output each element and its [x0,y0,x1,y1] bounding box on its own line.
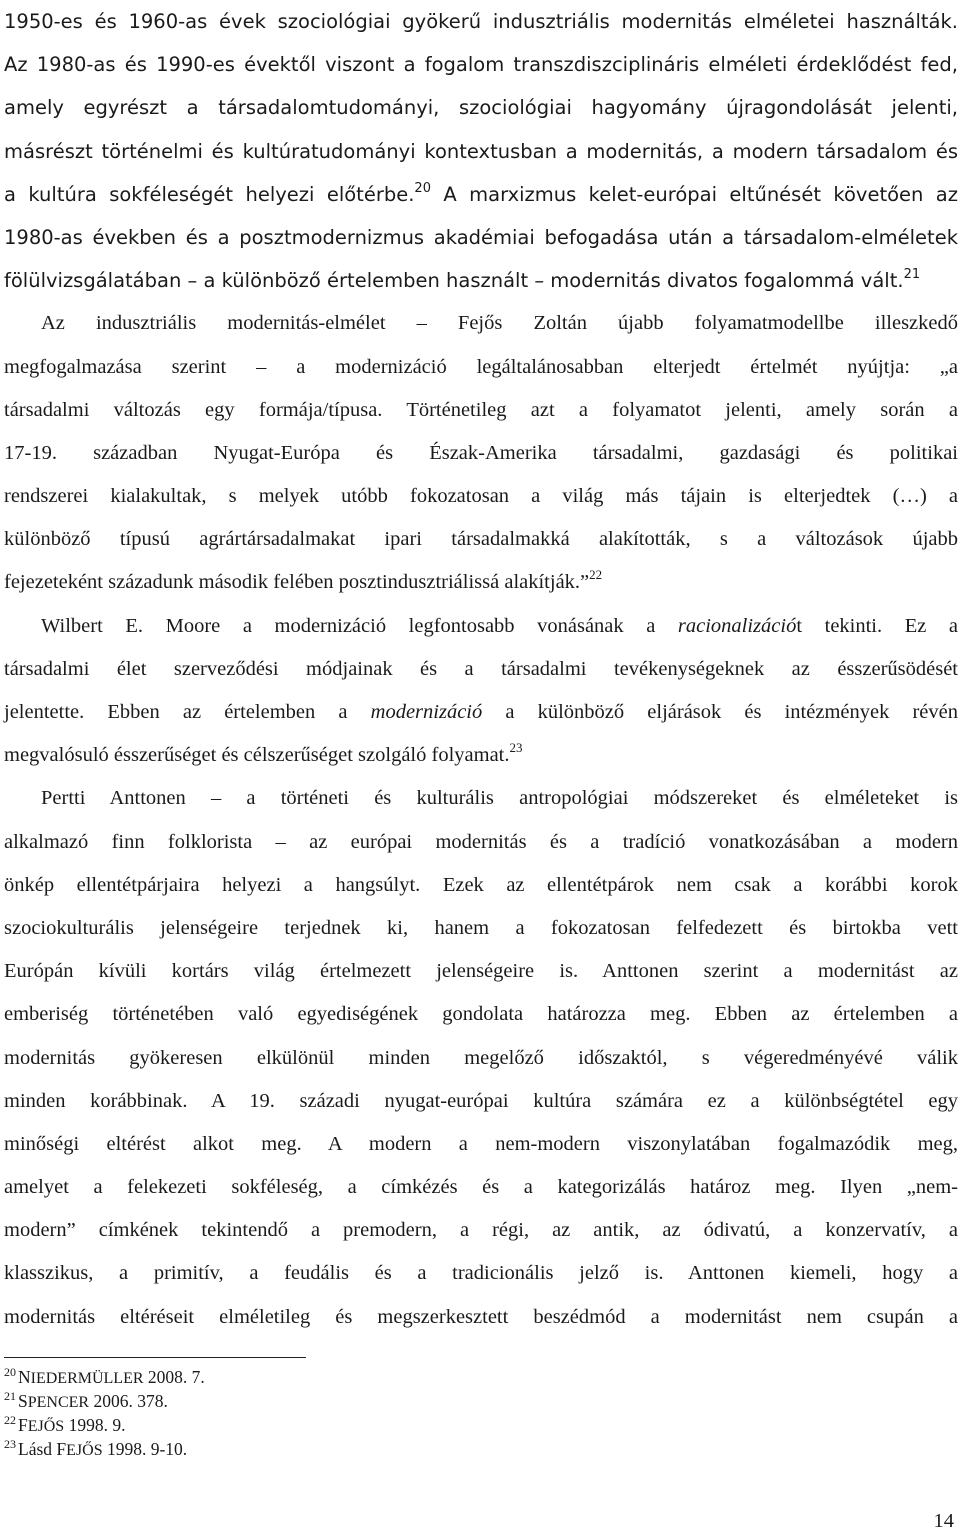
line-text: amelyet a felekezeti sokféleség, a címkézés és a kategorizálás határoz meg. Ilyen „nem- [4,1176,958,1199]
text-line [4,605,958,648]
author-initial: N [18,1367,31,1387]
text-line [4,821,958,864]
line-text: társadalmi élet szerveződési módjainak és a társadalmi tevékenységeknek az ésszerűsödését [4,657,958,680]
text-line [4,1080,958,1123]
citation-detail: 2008. 7. [143,1367,205,1387]
author-name: PENCER [27,1394,90,1411]
line-text: rendszerei kialakultak, s melyek utóbb fokozatosan a világ más tájain is elterjedtek (…) a [4,485,958,508]
author-initial: S [18,1391,28,1411]
line-text: Wilbert E. Moore a modernizáció legfontosabb vonásának a [41,614,678,637]
line-text: alkalmazó finn folklorista – az európai modernitás és a tradíció vonatkozásában a modern [4,830,958,853]
text-line [4,1296,958,1339]
text-line [4,302,958,345]
text-line [4,389,958,432]
footnote-prefix: Lásd [18,1439,57,1459]
line-text: a kultúra sokféleségét helyezi előtérbe. [4,182,415,206]
line-text-continued: t tekinti. Ez a [796,614,959,637]
author-initial: F [18,1415,28,1435]
text-line [4,1123,958,1166]
text-line [4,475,958,518]
line-text: modernitás eltéréseit elméletileg és megszerkesztett beszédmód a modernitást nem csupán a [4,1305,958,1328]
line-text: fölülvizsgálatában – a különböző értelemben használt – modernitás divatos fogalommá vált. [4,269,904,293]
emphasis: modernizáció [370,701,483,723]
line-text: Európán kívüli kortárs világ értelmezett jelenségeire is. Anttonen szerint a modernitást az [4,960,958,983]
footnote-number: 23 [4,1437,16,1451]
line-text: minden korábbinak. A 19. századi nyugat-európai kultúra számára ez a különbségtétel egy [4,1089,958,1112]
text-line [4,864,958,907]
page-body [4,0,958,1339]
text-line [4,950,958,993]
text-line [4,777,958,820]
line-text: klasszikus, a primitív, a feudális és a tradicionális jelző is. Anttonen kiemeli, hogy a [4,1262,958,1285]
text-line [4,691,958,734]
footnote-number: 22 [4,1413,16,1427]
text-line [4,993,958,1036]
text-line [4,0,958,43]
line-text: minőségi eltérést alkot meg. A modern a nem-modern viszonylatában fogalmazódik meg, [4,1132,958,1155]
footnote-ref: 23 [509,740,523,756]
footnote-number: 20 [4,1365,16,1379]
text-line [4,86,958,129]
text-line [4,1037,958,1080]
emphasis: racionalizáció [677,614,797,637]
line-text: másrészt történelmi és kultúratudományi kontextusban a modernitás, a modern társadalom és [4,139,958,163]
text-line [4,1252,958,1295]
text-line [4,259,958,302]
footnote [4,1414,205,1438]
citation-detail: 1998. 9-10. [102,1439,188,1459]
line-text: amely egyrészt a társadalomtudományi, szociológiai hagyomány újragondolását jelenti, [4,96,958,120]
footnote [4,1390,205,1414]
line-text: emberiség történetében való egyediségének gondolata határozza meg. Ebben az értelemben a [4,1003,958,1026]
footnotes [4,1366,205,1462]
text-line [4,432,958,475]
footnote-separator [4,1357,306,1358]
footnote [4,1366,205,1390]
text-line [4,518,958,561]
footnote-ref: 22 [589,567,603,583]
line-text: fejezeteként századunk második felében posztindusztriálissá alakítják.” [4,571,590,594]
footnote-number: 21 [4,1389,16,1403]
text-line [4,130,958,173]
line-text: modernitás gyökeresen elkülönül minden megelőző időszaktól, s végeredményévé válik [4,1046,958,1069]
line-text-continued: A marxizmus kelet-európai eltűnését követően az [430,182,958,206]
line-text: Az indusztriális modernitás-elmélet – Fejős Zoltán újabb folyamatmodellbe illeszkedő [41,312,958,335]
footnote-ref: 20 [414,180,431,196]
line-text: megfogalmazása szerint – a modernizáció legáltalánosabban elterjedt értelmét nyújtja: „a [4,355,958,378]
line-text: Az 1980-as és 1990-es évektől viszont a fogalom transzdiszciplináris elméleti érdeklődést fed, [4,53,958,77]
text-line [4,734,958,777]
line-text: Pertti Anttonen – a történeti és kulturális antropológiai módszereket és elméleteket is [41,787,958,810]
text-line [4,216,958,259]
line-text: 1950-es és 1960-as évek szociológiai gyökerű indusztriális modernitás elméletei használták. [4,10,958,33]
text-line [4,43,958,86]
text-line [4,907,958,950]
citation-detail: 2006. 378. [89,1391,168,1411]
line-text-continued: a különböző eljárások és intézmények révén [482,701,959,723]
line-text: önkép ellentétpárjaira helyezi a hangsúlyt. Ezek az ellentétpárok nem csak a korábbi korok [4,873,958,896]
line-text: megvalósuló ésszerűséget és célszerűséget szolgáló folyamat. [4,744,510,767]
line-text: jelentette. Ebben az értelemben a [4,701,371,723]
line-text: 1980-as években és a posztmodernizmus akadémiai befogadása után a társadalom-elméletek [4,225,958,249]
line-text: különböző típusú agrártársadalmakat ipari társadalmakká alakították, s a változások újabb [4,528,958,551]
text-line [4,346,958,389]
line-text: társadalmi változás egy formája/típusa. Történetileg azt a folyamatot jelenti, amely során a [4,398,958,421]
text-line [4,1166,958,1209]
author-name: IEDERMÜLLER [30,1370,144,1387]
text-line [4,648,958,691]
author-name: EJŐS [27,1418,65,1435]
line-text: 17-19. században Nyugat-Európa és Észak-Amerika társadalmi, gazdasági és politikai [4,441,958,464]
citation-detail: 1998. 9. [64,1415,126,1435]
page-number: 14 [933,1510,954,1532]
text-line [4,173,958,216]
line-text: szociokulturális jelenségeire terjednek ki, hanem a fokozatosan felfedezett és birtokba vett [4,916,958,939]
footnote [4,1438,205,1462]
line-text: modern” címkének tekintendő a premodern, a régi, az antik, az ódivatú, a konzervatív, a [4,1219,958,1242]
author-initial: F [56,1439,67,1459]
text-line [4,561,958,604]
text-line [4,1209,958,1252]
footnote-ref: 21 [903,267,921,283]
author-name: EJŐS [66,1442,103,1459]
